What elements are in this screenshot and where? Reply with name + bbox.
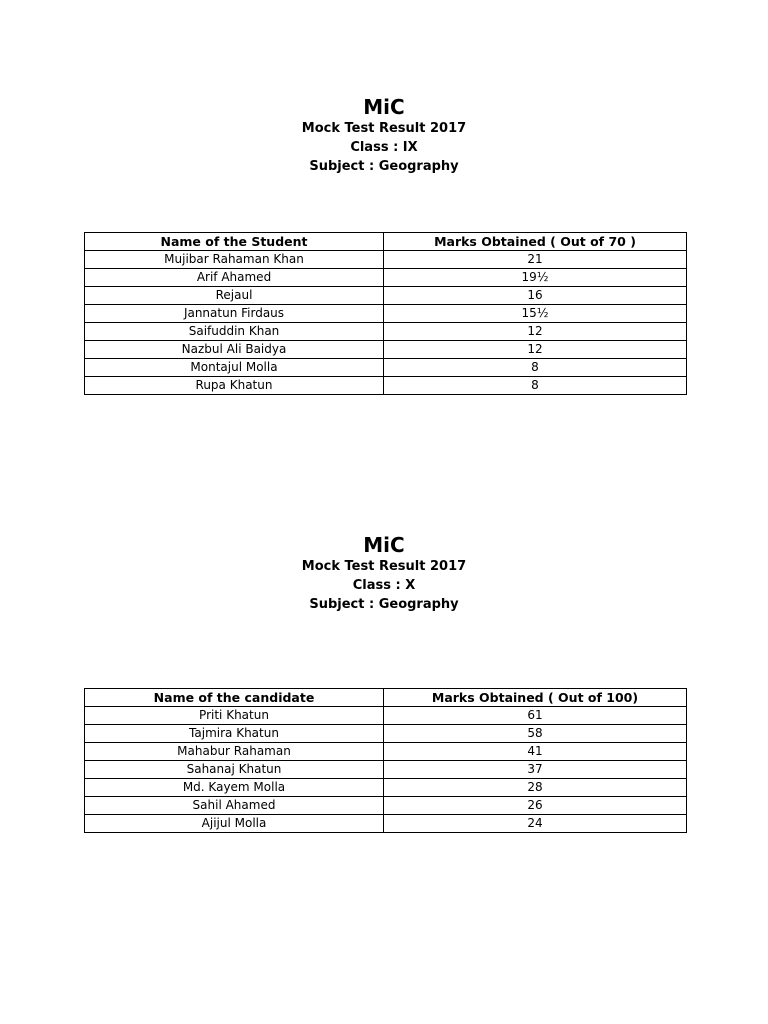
student-marks: 12 (384, 323, 687, 341)
candidate-name: Priti Khatun (85, 707, 384, 725)
candidate-marks: 26 (384, 797, 687, 815)
student-name: Jannatun Firdaus (85, 305, 384, 323)
student-name: Saifuddin Khan (85, 323, 384, 341)
table-header-row (85, 233, 687, 251)
candidate-marks: 24 (384, 815, 687, 833)
student-marks: 8 (384, 359, 687, 377)
column-header-marks: Marks Obtained ( Out of 100) (384, 689, 687, 707)
candidate-marks: 37 (384, 761, 687, 779)
student-name: Arif Ahamed (85, 269, 384, 287)
student-marks: 15½ (384, 305, 687, 323)
table-row (85, 797, 687, 815)
subject-label: Subject : Geography (309, 597, 459, 612)
result-header-class-ix (0, 95, 768, 176)
test-title: Mock Test Result 2017 (301, 559, 467, 574)
candidate-name: Md. Kayem Molla (85, 779, 384, 797)
table-row (85, 761, 687, 779)
student-marks: 8 (384, 377, 687, 395)
student-marks: 19½ (384, 269, 687, 287)
student-name: Rupa Khatun (85, 377, 384, 395)
results-table-class-x (84, 688, 687, 833)
student-name: Mujibar Rahaman Khan (85, 251, 384, 269)
table-row (85, 377, 687, 395)
table-header-row (85, 689, 687, 707)
table-row (85, 341, 687, 359)
table-row (85, 707, 687, 725)
org-name: MiC (363, 95, 405, 119)
student-name: Nazbul Ali Baidya (85, 341, 384, 359)
student-marks: 21 (384, 251, 687, 269)
candidate-name: Ajijul Molla (85, 815, 384, 833)
column-header-marks: Marks Obtained ( Out of 70 ) (384, 233, 687, 251)
results-table-class-ix (84, 232, 687, 395)
subject-label: Subject : Geography (309, 159, 459, 174)
test-title: Mock Test Result 2017 (301, 121, 467, 136)
candidate-name: Mahabur Rahaman (85, 743, 384, 761)
candidate-name: Tajmira Khatun (85, 725, 384, 743)
candidate-marks: 58 (384, 725, 687, 743)
candidate-marks: 61 (384, 707, 687, 725)
table-row (85, 305, 687, 323)
table-row (85, 251, 687, 269)
candidate-marks: 41 (384, 743, 687, 761)
table-row (85, 269, 687, 287)
student-marks: 12 (384, 341, 687, 359)
student-name: Montajul Molla (85, 359, 384, 377)
candidate-name: Sahil Ahamed (85, 797, 384, 815)
candidate-marks: 28 (384, 779, 687, 797)
column-header-name: Name of the candidate (85, 689, 384, 707)
table-row (85, 725, 687, 743)
table-row (85, 815, 687, 833)
table-row (85, 287, 687, 305)
result-header-class-x (0, 533, 768, 614)
table-row (85, 323, 687, 341)
student-name: Rejaul (85, 287, 384, 305)
student-marks: 16 (384, 287, 687, 305)
class-label: Class : IX (350, 140, 418, 155)
candidate-name: Sahanaj Khatun (85, 761, 384, 779)
table-row (85, 359, 687, 377)
org-name: MiC (363, 533, 405, 557)
column-header-name: Name of the Student (85, 233, 384, 251)
table-row (85, 779, 687, 797)
class-label: Class : X (352, 578, 416, 593)
table-row (85, 743, 687, 761)
